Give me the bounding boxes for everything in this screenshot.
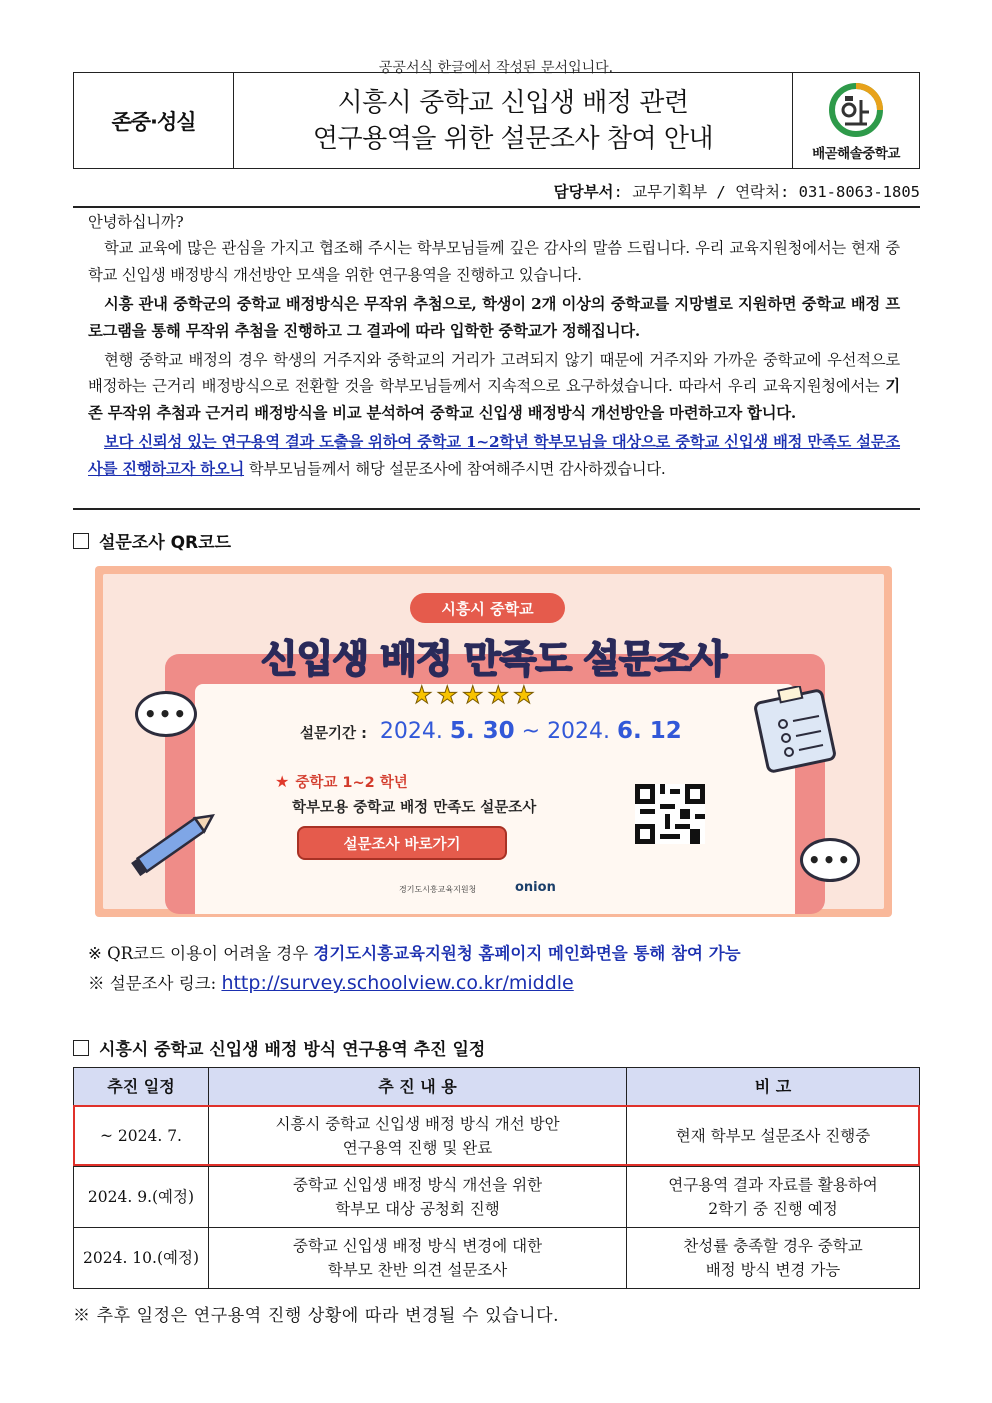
pencil-icon — [125, 802, 225, 882]
top-note: 공공서식 한글에서 작성된 문서입니다. — [378, 60, 614, 76]
schedule-date: 2024. 10.(예정) — [74, 1228, 209, 1289]
section-schedule-title — [73, 1035, 485, 1060]
table-row — [74, 1106, 920, 1167]
intro-paragraph-1: 학교 교육에 많은 관심을 가지고 협조해 주시는 학부모님들께 깊은 감사의 말씀 드립니다. 우리 교육지원청에서는 현재 중학교 신입생 배정방식 개선방안 모색을 위한 연구용역을 진행하고 있습니다. — [88, 239, 900, 284]
contact-line: 담당부서: 교무기획부 / 연락처: 031-8063-1805 — [553, 183, 920, 201]
speech-bubble-icon: ••• — [135, 691, 197, 737]
schedule-note — [627, 1167, 920, 1228]
table-header-row — [74, 1068, 920, 1106]
document-title — [234, 73, 793, 168]
schedule-note — [627, 1228, 920, 1289]
content-line: 시흥시 중학교 신입생 배정 방식 개선 방안 — [275, 1115, 560, 1133]
intro-paragraph-3 — [88, 347, 900, 426]
column-header: 추 진 내 용 — [209, 1068, 627, 1106]
school-logo-icon — [823, 80, 889, 140]
qr-note — [88, 940, 741, 964]
phone: 031-8063-1805 — [798, 183, 920, 201]
title-line-1: 시흥시 중학교 신입생 배정 관련 — [337, 87, 689, 118]
dept-label: 담당부서 — [553, 183, 614, 201]
content-line: 중학교 신입생 배정 방식 개선을 위한 — [292, 1176, 543, 1194]
dept: 교무기획부 — [632, 183, 708, 201]
note-line: 찬성률 충족할 경우 중학교 — [683, 1237, 863, 1255]
period-label: 설문기간 : — [300, 726, 367, 742]
target-grade — [275, 771, 408, 792]
period-end-year: 2024. — [547, 719, 611, 744]
survey-link-line — [88, 970, 574, 994]
divider — [73, 206, 920, 208]
qr-code-icon[interactable] — [635, 784, 705, 844]
qr-note-text: ※ QR코드 이용이 어려울 경우 — [88, 944, 314, 963]
column-header: 추진 일정 — [74, 1068, 209, 1106]
schedule-date: ~ 2024. 7. — [74, 1106, 209, 1167]
content-line: 학부모 대상 공청회 진행 — [335, 1200, 500, 1218]
survey-link[interactable]: http://survey.schoolview.co.kr/middle — [221, 972, 574, 994]
divider — [73, 508, 920, 510]
note-line: 2학기 중 진행 예정 — [708, 1200, 838, 1218]
intro-text — [88, 209, 900, 482]
table-row — [74, 1167, 920, 1228]
p3-text: 현행 중학교 배정의 경우 학생의 거주지와 중학교의 거리가 고려되지 않기 때문에 거주지와 가까운 중학교에 우선적으로 배정하는 근거리 배정방식으로 전환할 것을 학부모님들께서 지속적으로 요구하셨습니다. 따라서 우리 교육지원청에서는 — [88, 351, 900, 396]
qr-note-emphasis: 경기도시흥교육지원청 홈페이지 메인화면을 통해 참여 가능 — [313, 944, 741, 963]
period-separator: ~ — [521, 719, 541, 744]
section-schedule-label: 시흥시 중학교 신입생 배정 방식 연구용역 추진 일정 — [99, 1040, 486, 1060]
intro-paragraph-4 — [88, 429, 900, 482]
content-line: 연구용역 진행 및 완료 — [342, 1139, 493, 1157]
survey-banner[interactable] — [95, 566, 892, 917]
survey-target: 학부모용 중학교 배정 만족도 설문조사 — [292, 800, 537, 816]
rating-stars-icon: ★★★★★ — [411, 681, 539, 709]
greeting: 안녕하십니까? — [88, 213, 184, 231]
p4-emphasis: 보다 신뢰성 있는 연구용역 결과 도출을 위하여 중학교 1~2학년 학부모님을 대상으로 중학교 신입생 배정 만족도 설문조사를 진행하고자 하오니 — [88, 433, 900, 478]
period-end: 6. 12 — [617, 718, 682, 744]
note-line: 연구용역 결과 자료를 활용하여 — [668, 1176, 878, 1194]
schedule-content — [209, 1106, 627, 1167]
content-line: 학부모 찬반 의견 설문조사 — [327, 1261, 508, 1279]
go-to-survey-button[interactable]: 설문조사 바로가기 — [297, 826, 507, 860]
period-start: 5. 30 — [449, 718, 515, 744]
grade-text: 중학교 1~2 학년 — [295, 775, 408, 791]
checkbox-icon — [73, 1040, 89, 1056]
p3-emphasis: 기존 무작위 추첨과 근거리 배정방식을 비교 분석하여 중학교 신입생 배정방식 개선방안을 마련하고자 합니다. — [88, 377, 900, 422]
intro-paragraph-2: 시흥 관내 중학군의 중학교 배정방식은 무작위 추첨으로, 학생이 2개 이상의 중학교를 지망별로 지원하면 중학교 배정 프로그램을 통해 무작위 추첨을 진행하고 그 결과에 따라 입학한 중학교가 정해집니다. — [88, 295, 900, 340]
schedule-content — [209, 1167, 627, 1228]
clipboard-icon — [753, 686, 843, 776]
note-line: 현재 학부모 설문조사 진행중 — [675, 1127, 871, 1145]
p4-text: 학부모님들께서 해당 설문조사에 참여해주시면 감사하겠습니다. — [244, 459, 666, 478]
org-logo-edu: 경기도시흥교육지원청 — [399, 885, 477, 894]
column-header: 비 고 — [627, 1068, 920, 1106]
schedule-date: 2024. 9.(예정) — [74, 1167, 209, 1228]
phone-label: 연락처 — [735, 183, 780, 201]
table-row — [74, 1228, 920, 1289]
checkbox-icon — [73, 533, 89, 549]
schedule-content — [209, 1228, 627, 1289]
schedule-note — [627, 1106, 920, 1167]
motto: 존중·성실 — [74, 73, 234, 168]
school-logo-block — [793, 73, 919, 168]
header-box — [73, 72, 920, 169]
schedule-table — [73, 1067, 920, 1289]
survey-period — [300, 718, 682, 744]
school-name: 배곧해솔중학교 — [812, 145, 900, 162]
title-line-2: 연구용역을 위한 설문조사 참여 안내 — [312, 123, 714, 154]
content-line: 중학교 신입생 배정 방식 변경에 대한 — [292, 1237, 543, 1255]
section-qr-title — [73, 528, 231, 553]
note-line: 배정 방식 변경 가능 — [705, 1261, 841, 1279]
survey-link-label: ※ 설문조사 링크: — [88, 974, 222, 993]
banner-tag: 시흥시 중학교 — [410, 593, 565, 623]
star-icon: ★ — [275, 772, 290, 791]
org-logo-onion: onion — [515, 880, 556, 895]
speech-bubble-icon: ••• — [800, 838, 860, 882]
period-start-year: 2024. — [379, 719, 443, 744]
banner-headline: 신입생 배정 만족도 설문조사 — [260, 637, 727, 681]
footnote: ※ 추후 일정은 연구용역 진행 상황에 따라 변경될 수 있습니다. — [73, 1306, 560, 1326]
section-qr-label: 설문조사 QR코드 — [99, 533, 231, 553]
